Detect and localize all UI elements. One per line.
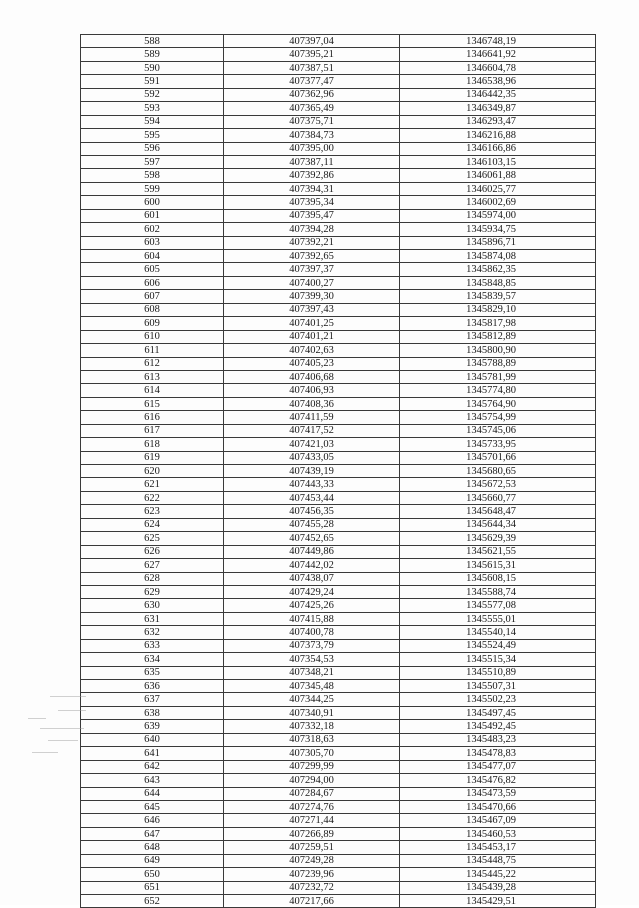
point-number-cell: 652: [81, 895, 224, 908]
point-number-cell: 612: [81, 357, 224, 370]
table-row: [81, 357, 596, 370]
point-number-cell: 604: [81, 250, 224, 263]
table-row: [81, 303, 596, 316]
table-row: [81, 384, 596, 397]
y-coordinate-cell: 1345502,23: [400, 693, 596, 706]
point-number-cell: 647: [81, 827, 224, 840]
x-coordinate-cell: 407397,43: [224, 303, 400, 316]
x-coordinate-cell: 407387,11: [224, 155, 400, 168]
table-row: [81, 760, 596, 773]
x-coordinate-cell: 407442,02: [224, 559, 400, 572]
y-coordinate-cell: 1346103,15: [400, 155, 596, 168]
table-row: [81, 666, 596, 679]
table-row: [81, 653, 596, 666]
table-row: [81, 747, 596, 760]
table-row: [81, 102, 596, 115]
x-coordinate-cell: 407401,25: [224, 317, 400, 330]
x-coordinate-cell: 407452,65: [224, 532, 400, 545]
table-row: [81, 478, 596, 491]
y-coordinate-cell: 1345439,28: [400, 881, 596, 894]
table-row: [81, 599, 596, 612]
y-coordinate-cell: 1346025,77: [400, 182, 596, 195]
table-row: [81, 572, 596, 585]
table-row: [81, 800, 596, 813]
y-coordinate-cell: 1345555,01: [400, 612, 596, 625]
point-number-cell: 614: [81, 384, 224, 397]
table-row: [81, 881, 596, 894]
point-number-cell: 606: [81, 276, 224, 289]
x-coordinate-cell: 407411,59: [224, 411, 400, 424]
x-coordinate-cell: 407408,36: [224, 397, 400, 410]
x-coordinate-cell: 407344,25: [224, 693, 400, 706]
point-number-cell: 631: [81, 612, 224, 625]
point-number-cell: 646: [81, 814, 224, 827]
table-row: [81, 236, 596, 249]
x-coordinate-cell: 407395,34: [224, 196, 400, 209]
point-number-cell: 600: [81, 196, 224, 209]
x-coordinate-cell: 407318,63: [224, 733, 400, 746]
x-coordinate-cell: 407232,72: [224, 881, 400, 894]
table-row: [81, 693, 596, 706]
point-number-cell: 610: [81, 330, 224, 343]
table-row: [81, 612, 596, 625]
point-number-cell: 621: [81, 478, 224, 491]
point-number-cell: 590: [81, 61, 224, 74]
x-coordinate-cell: 407299,99: [224, 760, 400, 773]
table-row: [81, 451, 596, 464]
y-coordinate-cell: 1345874,08: [400, 250, 596, 263]
table-row: [81, 142, 596, 155]
y-coordinate-cell: 1345733,95: [400, 438, 596, 451]
y-coordinate-cell: 1345644,34: [400, 518, 596, 531]
table-row: [81, 61, 596, 74]
table-row: [81, 88, 596, 101]
table-row: [81, 290, 596, 303]
y-coordinate-cell: 1346166,86: [400, 142, 596, 155]
y-coordinate-cell: 1345478,83: [400, 747, 596, 760]
point-number-cell: 616: [81, 411, 224, 424]
y-coordinate-cell: 1345507,31: [400, 680, 596, 693]
x-coordinate-cell: 407439,19: [224, 465, 400, 478]
y-coordinate-cell: 1345672,53: [400, 478, 596, 491]
x-coordinate-cell: 407395,00: [224, 142, 400, 155]
y-coordinate-cell: 1345467,09: [400, 814, 596, 827]
point-number-cell: 635: [81, 666, 224, 679]
y-coordinate-cell: 1345829,10: [400, 303, 596, 316]
point-number-cell: 609: [81, 317, 224, 330]
y-coordinate-cell: 1345934,75: [400, 223, 596, 236]
x-coordinate-cell: 407417,52: [224, 424, 400, 437]
x-coordinate-cell: 407365,49: [224, 102, 400, 115]
y-coordinate-cell: 1346538,96: [400, 75, 596, 88]
point-number-cell: 592: [81, 88, 224, 101]
x-coordinate-cell: 407443,33: [224, 478, 400, 491]
point-number-cell: 639: [81, 720, 224, 733]
x-coordinate-cell: 407348,21: [224, 666, 400, 679]
x-coordinate-cell: 407392,65: [224, 250, 400, 263]
x-coordinate-cell: 407259,51: [224, 841, 400, 854]
table-row: [81, 518, 596, 531]
point-number-cell: 602: [81, 223, 224, 236]
point-number-cell: 623: [81, 505, 224, 518]
y-coordinate-cell: 1346641,92: [400, 48, 596, 61]
y-coordinate-cell: 1346349,87: [400, 102, 596, 115]
y-coordinate-cell: 1345974,00: [400, 209, 596, 222]
x-coordinate-cell: 407271,44: [224, 814, 400, 827]
point-number-cell: 595: [81, 129, 224, 142]
table-row: [81, 424, 596, 437]
y-coordinate-cell: 1345429,51: [400, 895, 596, 908]
point-number-cell: 651: [81, 881, 224, 894]
table-row: [81, 169, 596, 182]
point-number-cell: 638: [81, 706, 224, 719]
point-number-cell: 632: [81, 626, 224, 639]
point-number-cell: 601: [81, 209, 224, 222]
table-row: [81, 263, 596, 276]
y-coordinate-cell: 1345839,57: [400, 290, 596, 303]
x-coordinate-cell: 407406,68: [224, 370, 400, 383]
table-row: [81, 438, 596, 451]
y-coordinate-cell: 1345788,89: [400, 357, 596, 370]
y-coordinate-cell: 1346748,19: [400, 35, 596, 48]
table-row: [81, 48, 596, 61]
point-number-cell: 620: [81, 465, 224, 478]
point-number-cell: 624: [81, 518, 224, 531]
y-coordinate-cell: 1345577,08: [400, 599, 596, 612]
x-coordinate-cell: 407425,26: [224, 599, 400, 612]
point-number-cell: 594: [81, 115, 224, 128]
y-coordinate-cell: 1346002,69: [400, 196, 596, 209]
table-row: [81, 545, 596, 558]
x-coordinate-cell: 407421,03: [224, 438, 400, 451]
table-row: [81, 129, 596, 142]
y-coordinate-cell: 1345470,66: [400, 800, 596, 813]
x-coordinate-cell: 407394,31: [224, 182, 400, 195]
y-coordinate-cell: 1345680,65: [400, 465, 596, 478]
x-coordinate-cell: 407266,89: [224, 827, 400, 840]
x-coordinate-cell: 407455,28: [224, 518, 400, 531]
x-coordinate-cell: 407400,78: [224, 626, 400, 639]
y-coordinate-cell: 1345812,89: [400, 330, 596, 343]
table-row: [81, 774, 596, 787]
y-coordinate-cell: 1345764,90: [400, 397, 596, 410]
point-number-cell: 644: [81, 787, 224, 800]
point-number-cell: 596: [81, 142, 224, 155]
x-coordinate-cell: 407433,05: [224, 451, 400, 464]
table-row: [81, 680, 596, 693]
table-row: [81, 276, 596, 289]
y-coordinate-cell: 1345492,45: [400, 720, 596, 733]
x-coordinate-cell: 407345,48: [224, 680, 400, 693]
point-number-cell: 642: [81, 760, 224, 773]
y-coordinate-cell: 1345648,47: [400, 505, 596, 518]
y-coordinate-cell: 1345781,99: [400, 370, 596, 383]
point-number-cell: 634: [81, 653, 224, 666]
y-coordinate-cell: 1345460,53: [400, 827, 596, 840]
point-number-cell: 626: [81, 545, 224, 558]
point-number-cell: 597: [81, 155, 224, 168]
y-coordinate-cell: 1345524,49: [400, 639, 596, 652]
x-coordinate-cell: 407399,30: [224, 290, 400, 303]
point-number-cell: 593: [81, 102, 224, 115]
coordinates-table: [80, 34, 596, 908]
x-coordinate-cell: 407402,63: [224, 344, 400, 357]
y-coordinate-cell: 1345588,74: [400, 585, 596, 598]
table-row: [81, 330, 596, 343]
point-number-cell: 617: [81, 424, 224, 437]
x-coordinate-cell: 407397,37: [224, 263, 400, 276]
scan-artifact: [28, 688, 88, 768]
y-coordinate-cell: 1345476,82: [400, 774, 596, 787]
y-coordinate-cell: 1346061,88: [400, 169, 596, 182]
y-coordinate-cell: 1345510,89: [400, 666, 596, 679]
point-number-cell: 619: [81, 451, 224, 464]
point-number-cell: 633: [81, 639, 224, 652]
y-coordinate-cell: 1346604,78: [400, 61, 596, 74]
x-coordinate-cell: 407415,88: [224, 612, 400, 625]
table-row: [81, 182, 596, 195]
y-coordinate-cell: 1345621,55: [400, 545, 596, 558]
point-number-cell: 605: [81, 263, 224, 276]
y-coordinate-cell: 1345817,98: [400, 317, 596, 330]
table-row: [81, 626, 596, 639]
x-coordinate-cell: 407274,76: [224, 800, 400, 813]
x-coordinate-cell: 407375,71: [224, 115, 400, 128]
point-number-cell: 589: [81, 48, 224, 61]
point-number-cell: 641: [81, 747, 224, 760]
y-coordinate-cell: 1346442,35: [400, 88, 596, 101]
x-coordinate-cell: 407284,67: [224, 787, 400, 800]
point-number-cell: 591: [81, 75, 224, 88]
table-row: [81, 115, 596, 128]
point-number-cell: 636: [81, 680, 224, 693]
point-number-cell: 598: [81, 169, 224, 182]
table-row: [81, 344, 596, 357]
point-number-cell: 648: [81, 841, 224, 854]
y-coordinate-cell: 1345515,34: [400, 653, 596, 666]
x-coordinate-cell: 407397,04: [224, 35, 400, 48]
x-coordinate-cell: 407456,35: [224, 505, 400, 518]
x-coordinate-cell: 407305,70: [224, 747, 400, 760]
x-coordinate-cell: 407429,24: [224, 585, 400, 598]
table-row: [81, 868, 596, 881]
point-number-cell: 649: [81, 854, 224, 867]
table-row: [81, 827, 596, 840]
table-row: [81, 814, 596, 827]
point-number-cell: 611: [81, 344, 224, 357]
table-row: [81, 895, 596, 908]
y-coordinate-cell: 1346216,88: [400, 129, 596, 142]
table-row: [81, 787, 596, 800]
x-coordinate-cell: 407354,53: [224, 653, 400, 666]
point-number-cell: 629: [81, 585, 224, 598]
table-row: [81, 250, 596, 263]
point-number-cell: 650: [81, 868, 224, 881]
x-coordinate-cell: 407373,79: [224, 639, 400, 652]
point-number-cell: 613: [81, 370, 224, 383]
y-coordinate-cell: 1345453,17: [400, 841, 596, 854]
coordinates-table-body: [81, 35, 596, 908]
y-coordinate-cell: 1345483,23: [400, 733, 596, 746]
y-coordinate-cell: 1345774,80: [400, 384, 596, 397]
x-coordinate-cell: 407294,00: [224, 774, 400, 787]
table-row: [81, 639, 596, 652]
table-row: [81, 411, 596, 424]
table-row: [81, 465, 596, 478]
point-number-cell: 608: [81, 303, 224, 316]
x-coordinate-cell: 407395,47: [224, 209, 400, 222]
x-coordinate-cell: 407340,91: [224, 706, 400, 719]
y-coordinate-cell: 1345608,15: [400, 572, 596, 585]
table-row: [81, 196, 596, 209]
table-row: [81, 397, 596, 410]
y-coordinate-cell: 1345745,06: [400, 424, 596, 437]
y-coordinate-cell: 1345497,45: [400, 706, 596, 719]
point-number-cell: 630: [81, 599, 224, 612]
x-coordinate-cell: 407362,96: [224, 88, 400, 101]
y-coordinate-cell: 1345477,07: [400, 760, 596, 773]
y-coordinate-cell: 1345629,39: [400, 532, 596, 545]
point-number-cell: 622: [81, 491, 224, 504]
x-coordinate-cell: 407384,73: [224, 129, 400, 142]
point-number-cell: 607: [81, 290, 224, 303]
x-coordinate-cell: 407438,07: [224, 572, 400, 585]
table-row: [81, 209, 596, 222]
point-number-cell: 637: [81, 693, 224, 706]
point-number-cell: 588: [81, 35, 224, 48]
x-coordinate-cell: 407453,44: [224, 491, 400, 504]
y-coordinate-cell: 1345448,75: [400, 854, 596, 867]
table-row: [81, 317, 596, 330]
table-row: [81, 559, 596, 572]
x-coordinate-cell: 407332,18: [224, 720, 400, 733]
x-coordinate-cell: 407217,66: [224, 895, 400, 908]
table-row: [81, 370, 596, 383]
y-coordinate-cell: 1345848,85: [400, 276, 596, 289]
y-coordinate-cell: 1345540,14: [400, 626, 596, 639]
y-coordinate-cell: 1345473,59: [400, 787, 596, 800]
y-coordinate-cell: 1345896,71: [400, 236, 596, 249]
x-coordinate-cell: 407449,86: [224, 545, 400, 558]
y-coordinate-cell: 1345615,31: [400, 559, 596, 572]
table-row: [81, 505, 596, 518]
x-coordinate-cell: 407394,28: [224, 223, 400, 236]
x-coordinate-cell: 407239,96: [224, 868, 400, 881]
point-number-cell: 625: [81, 532, 224, 545]
table-row: [81, 854, 596, 867]
point-number-cell: 618: [81, 438, 224, 451]
table-row: [81, 75, 596, 88]
point-number-cell: 627: [81, 559, 224, 572]
x-coordinate-cell: 407377,47: [224, 75, 400, 88]
point-number-cell: 628: [81, 572, 224, 585]
table-row: [81, 733, 596, 746]
x-coordinate-cell: 407406,93: [224, 384, 400, 397]
x-coordinate-cell: 407392,86: [224, 169, 400, 182]
point-number-cell: 643: [81, 774, 224, 787]
table-row: [81, 155, 596, 168]
point-number-cell: 615: [81, 397, 224, 410]
point-number-cell: 645: [81, 800, 224, 813]
x-coordinate-cell: 407401,21: [224, 330, 400, 343]
point-number-cell: 640: [81, 733, 224, 746]
y-coordinate-cell: 1345701,66: [400, 451, 596, 464]
x-coordinate-cell: 407249,28: [224, 854, 400, 867]
table-row: [81, 35, 596, 48]
table-row: [81, 706, 596, 719]
x-coordinate-cell: 407400,27: [224, 276, 400, 289]
table-row: [81, 841, 596, 854]
y-coordinate-cell: 1345445,22: [400, 868, 596, 881]
x-coordinate-cell: 407395,21: [224, 48, 400, 61]
table-row: [81, 720, 596, 733]
point-number-cell: 599: [81, 182, 224, 195]
y-coordinate-cell: 1345862,35: [400, 263, 596, 276]
table-row: [81, 532, 596, 545]
x-coordinate-cell: 407392,21: [224, 236, 400, 249]
point-number-cell: 603: [81, 236, 224, 249]
x-coordinate-cell: 407387,51: [224, 61, 400, 74]
y-coordinate-cell: 1345800,90: [400, 344, 596, 357]
y-coordinate-cell: 1346293,47: [400, 115, 596, 128]
y-coordinate-cell: 1345660,77: [400, 491, 596, 504]
table-row: [81, 585, 596, 598]
y-coordinate-cell: 1345754,99: [400, 411, 596, 424]
table-row: [81, 223, 596, 236]
x-coordinate-cell: 407405,23: [224, 357, 400, 370]
table-row: [81, 491, 596, 504]
